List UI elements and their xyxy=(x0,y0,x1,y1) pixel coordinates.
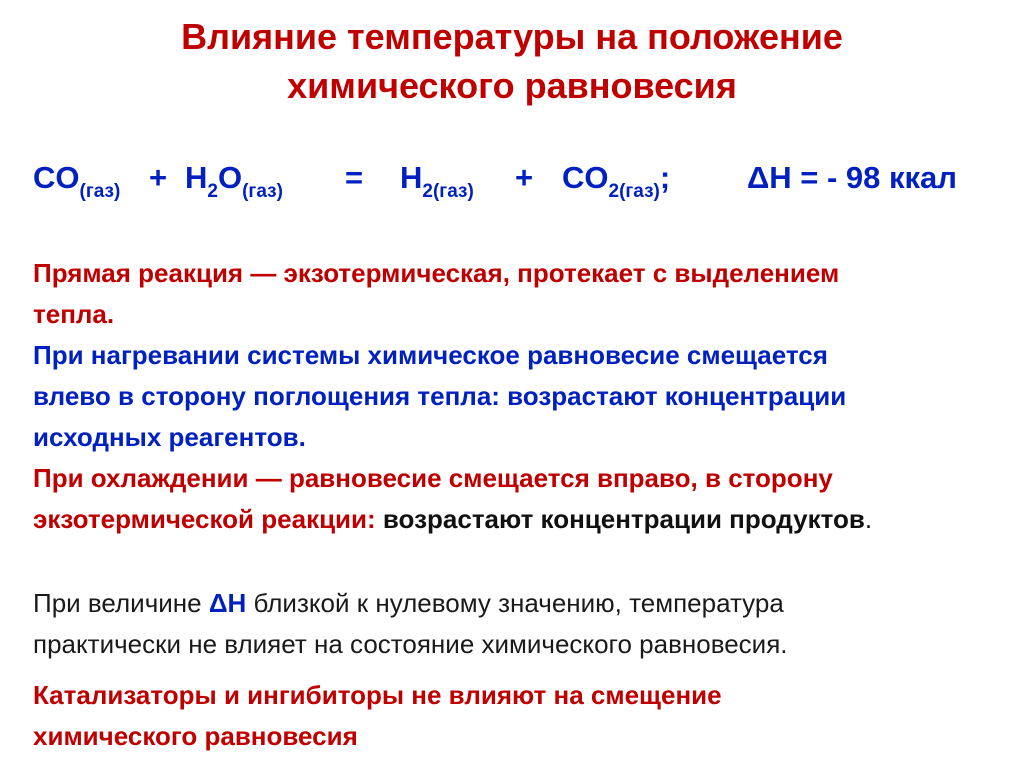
reaction-equation xyxy=(33,158,1003,214)
delta-h-note: При величине ΔH близкой к нулевому значению, температура практически не влияет на состояние химического равновесия. xyxy=(33,588,788,659)
title-line-2: химического равновесия xyxy=(287,65,737,106)
catalysts-text: Катализаторы и ингибиторы не влияют на смещение химического равновесия xyxy=(33,680,722,751)
delta-h-symbol: ΔH xyxy=(208,588,247,618)
direct-reaction-text: Прямая реакция — экзотермическая, протекает с выделением тепла. xyxy=(33,258,840,329)
title-line-1: Влияние температуры на положение xyxy=(181,16,843,57)
product-co2: $CO_{2(газ)}$; xyxy=(562,160,671,202)
product-h2: $H_{2(газ)}$ xyxy=(400,160,474,202)
plus-sign: + xyxy=(149,160,168,195)
plus-sign: + xyxy=(515,160,534,195)
equals-sign: = xyxy=(345,160,364,195)
enthalpy-value: ΔH = - 98 ккал xyxy=(747,160,957,195)
page-title xyxy=(0,12,1024,110)
heating-text: При нагревании системы химическое равновесие смещается влево в сторону поглощения тепла: возрастают концентрации исходных реагентов. xyxy=(33,340,847,452)
reactant-h2o: $H_2O_{(газ)}$ xyxy=(185,160,283,202)
reactant-co: $CO_{(газ)}$ xyxy=(33,160,121,202)
cooling-text: При охлаждении — равновесие смещается вправо, в сторону экзотермической реакции: возрастают концентрации продуктов. xyxy=(33,463,873,534)
